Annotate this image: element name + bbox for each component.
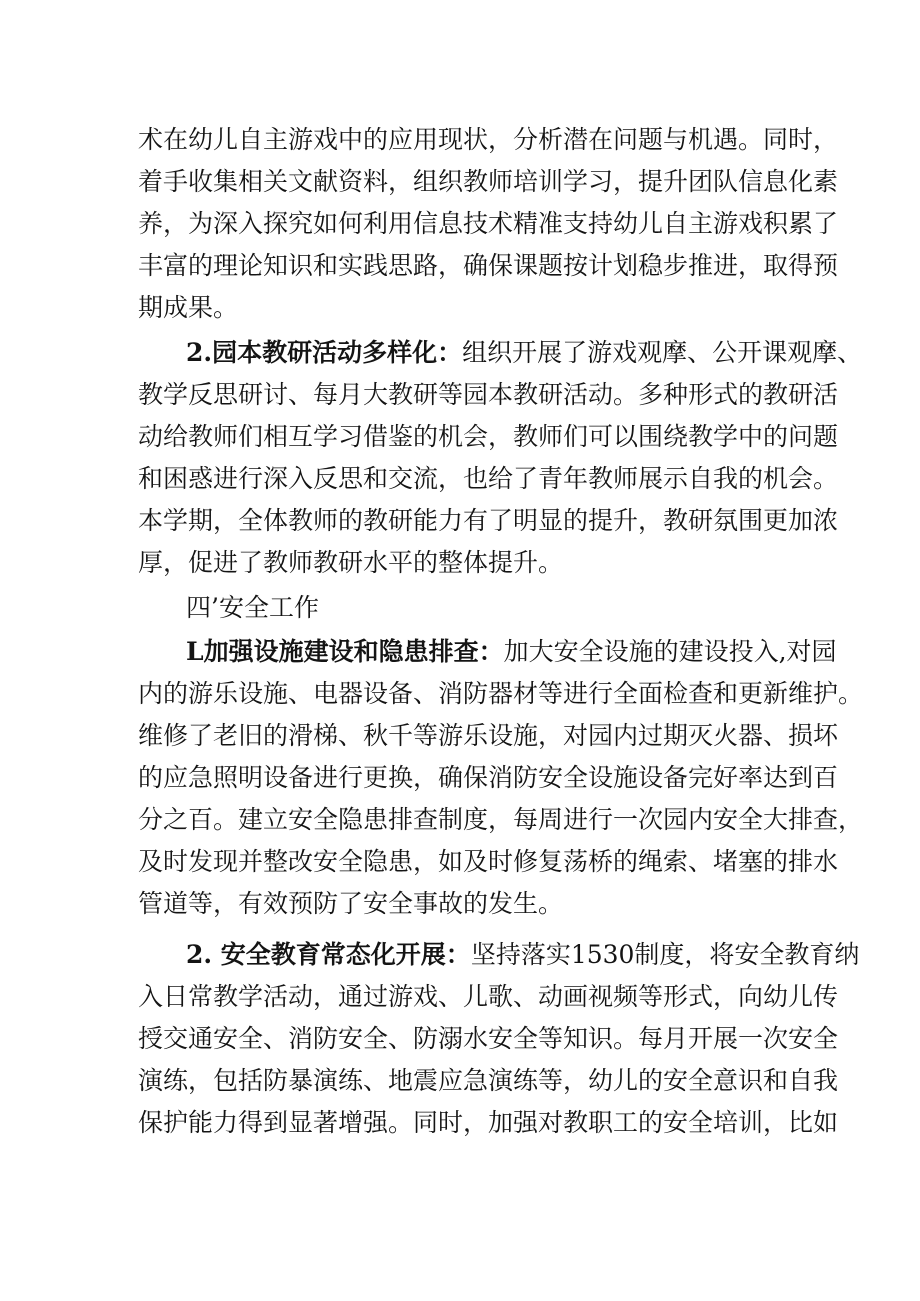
paragraph-line: 本学期，全体教师的教研能力有了明显的提升，教研氛围更加浓 [138,506,839,535]
paragraph-line: 和困惑进行深入反思和交流，也给了青年教师展示自我的机会。 [138,464,839,493]
item-heading: 2.园本教研活动多样化： [186,338,463,367]
paragraph-line: 着手收集相关文献资料，组织教师培训学习，提升团队信息化素 [138,167,839,196]
paragraph-line: 的应急照明设备进行更换，确保消防安全设施设备完好率达到百 [138,763,839,792]
section-title: 四’安全工作 [186,593,319,622]
paragraph-line: 内的游乐设施、电器设备、消防器材等进行全面检查和更新维护。 [138,679,864,708]
paragraph-line: 及时发现并整改安全隐患，如及时修复荡桥的绳索、堵塞的排水 [138,847,839,876]
paragraph-line: 授交通安全、消防安全、防溺水安全等知识。每月开展一次安全 [138,1024,839,1053]
item-safety-education-first-line [186,935,860,975]
paragraph-line: 期成果。 [138,293,239,322]
paragraph-line: 分之百。建立安全隐患排查制度，每周进行一次园内安全大排查， [138,805,864,834]
paragraph-line: 维修了老旧的滑梯、秋千等游乐设施，对园内过期灭火器、损坏 [138,721,839,750]
paragraph-line: 养，为深入探究如何利用信息技术精准支持幼儿自主游戏积累了 [138,209,839,238]
item-text: 组织开展了游戏观摩、公开课观摩、 [462,338,863,367]
paragraph-line: 动给教师们相互学习借鉴的机会，教师们可以围绕教学中的问题 [138,422,839,451]
item-teaching-research-first-line [186,333,863,373]
item-heading: 2. 安全教育常态化开展： [186,940,471,969]
item-text: 加大安全设施的建设投入,对园 [503,637,837,666]
paragraph-line: 演练，包括防暴演练、地震应急演练等，幼儿的安全意识和自我 [138,1066,839,1095]
paragraph-line: 教学反思研讨、每月大教研等园本教研活动。多种形式的教研活 [138,380,839,409]
item-heading: L加强设施建设和隐患排查： [186,637,504,666]
paragraph-line: 入日常教学活动，通过游戏、儿歌、动画视频等形式，向幼儿传 [138,982,839,1011]
item-text: 坚持落实1530制度，将安全教育纳 [470,940,860,969]
paragraph-line: 管道等，有效预防了安全事故的发生。 [138,889,564,918]
paragraph-line: 术在幼儿自主游戏中的应用现状，分析潜在问题与机遇。同时， [138,125,839,154]
item-safety-facilities-first-line [186,632,837,672]
paragraph-line: 保护能力得到显著增强。同时，加强对教职工的安全培训，比如 [138,1108,839,1137]
paragraph-line: 厚，促进了教师教研水平的整体提升。 [138,548,564,577]
paragraph-line: 丰富的理论知识和实践思路，确保课题按计划稳步推进，取得预 [138,251,839,280]
